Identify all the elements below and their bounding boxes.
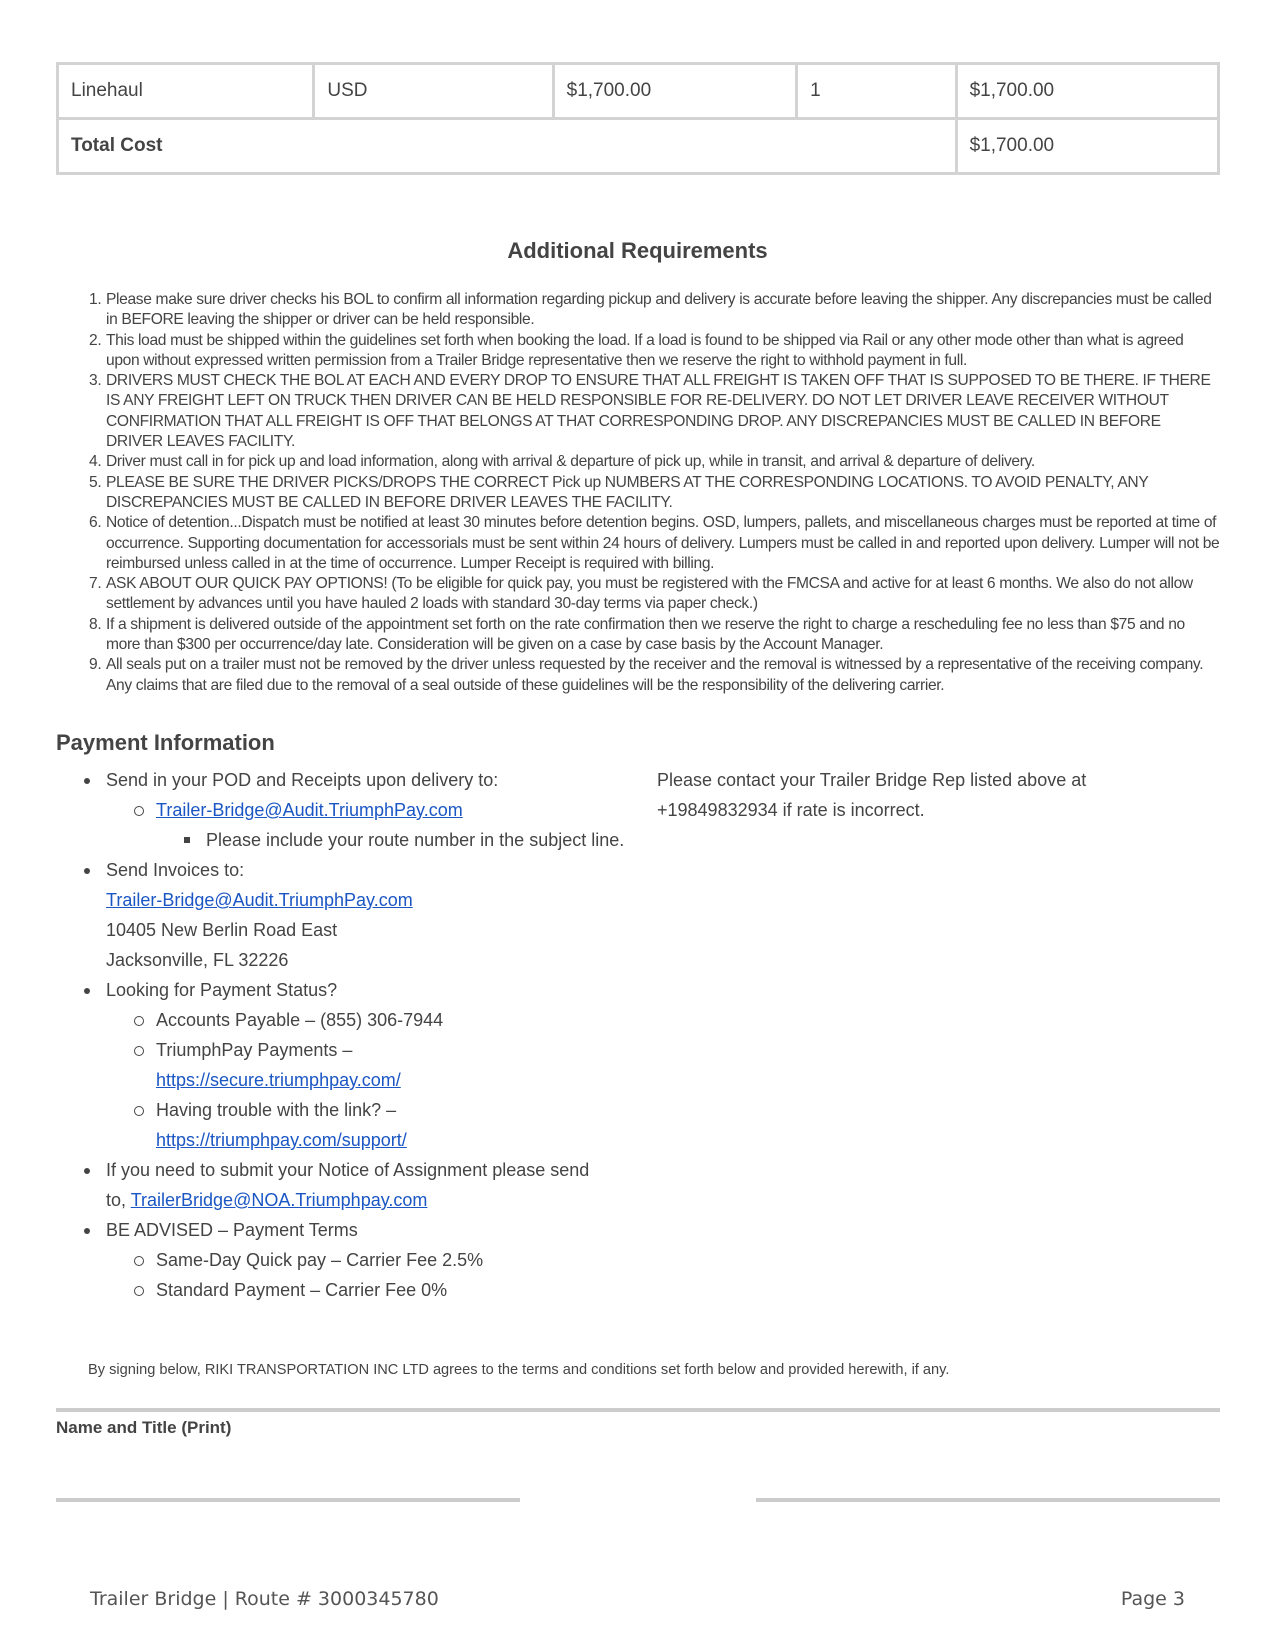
name-title-label: Name and Title (Print): [56, 1418, 232, 1437]
noa-email-item: [56, 1185, 626, 1215]
requirements-title: Additional Requirements: [507, 238, 768, 263]
table-row: [58, 64, 1219, 119]
pod-label: Send in your POD and Receipts upon delivery to:: [56, 765, 626, 795]
signature-divider: [56, 1408, 1220, 1412]
requirement-item: If a shipment is delivered outside of the appointment set forth on the rate confirmation then we reserve the right to charge a rescheduling fee no less than $75 and no more than $300 per occurrence/day late. Consideration will be given on a case by case basis by the Account Manager.: [106, 615, 1185, 654]
cost-table: [56, 62, 1220, 175]
quantity-cell: 1: [797, 64, 957, 119]
trouble-label: Having trouble with the link? –: [56, 1095, 626, 1125]
total-label: Total Cost: [58, 119, 957, 174]
address-line2: Jacksonville, FL 32226: [106, 950, 289, 970]
triumphpay-label: TriumphPay Payments –: [56, 1035, 626, 1065]
amount-cell: $1,700.00: [956, 64, 1218, 119]
signature-line-right: [756, 1498, 1220, 1502]
requirement-item: DRIVERS MUST CHECK THE BOL AT EACH AND EVERY DROP TO ENSURE THAT ALL FREIGHT IS TAKEN OFF THAT IS SUPPOSED TO BE THERE. IF THERE IS ANY FREIGHT LEFT ON TRUCK THEN DRIVER CAN BE HELD RESPONSIBLE FOR RE-DELIVERY. DO NOT LET DRIVER LEAVE RECEIVER WITHOUT CONFIRMATION THAT ALL FREIGHT IS OFF THAT BELONGS AT THAT CORRESPONDING DROP. ANY DISCREPANCIES MUST BE CALLED IN BEFORE DRIVER LEAVES FACILITY.: [106, 372, 1211, 451]
support-link[interactable]: https://triumphpay.com/support/: [156, 1130, 407, 1150]
invoices-email-item: [56, 885, 626, 915]
rate-cell: $1,700.00: [553, 64, 796, 119]
noa-to-text: to,: [106, 1190, 131, 1210]
pod-email-item: [56, 795, 626, 825]
footer-route: Trailer Bridge | Route # 3000345780: [90, 1588, 439, 1610]
requirement-item: Please make sure driver checks his BOL to confirm all information regarding pickup and delivery is accurate before leaving the shipper. Any discrepancies must be called in BEFORE leaving the shipper or driver can be held responsible.: [106, 291, 1212, 329]
footer-page-number: Page 3: [1120, 1588, 1185, 1610]
quick-pay-term: Same-Day Quick pay – Carrier Fee 2.5%: [56, 1245, 626, 1275]
noa-email-link[interactable]: TrailerBridge@NOA.Triumphpay.com: [130, 1190, 428, 1210]
requirement-item: Notice of detention...Dispatch must be notified at least 30 minutes before detention begins. OSD, lumpers, pallets, and miscellaneous charges must be reported at time of occurrence. Supporting documentation for accessorials must be sent within 24 hours of delivery. Lumpers must be called in and reported upon delivery. Lumper will not be reimbursed unless called in at the time of occurrence. Lumper Receipt is required with billing.: [106, 514, 1220, 572]
signature-agreement: By signing below, RIKI TRANSPORTATION INC LTD agrees to the terms and conditions set forth below and provided herewith, if any.: [88, 1362, 950, 1378]
pod-note: Please include your route number in the subject line.: [56, 825, 626, 855]
currency-cell: USD: [314, 64, 553, 119]
contact-line1: Please contact your Trailer Bridge Rep listed above at: [657, 770, 1087, 790]
support-link-item: [56, 1125, 626, 1155]
status-label: Looking for Payment Status?: [56, 975, 626, 1005]
contact-line2: +19849832934 if rate is incorrect.: [657, 800, 925, 820]
accounts-payable-line: Accounts Payable – (855) 306-7944: [56, 1005, 626, 1035]
payment-details: [56, 765, 626, 1305]
noa-text: If you need to submit your Notice of Assignment please send: [56, 1155, 626, 1185]
pod-email-link[interactable]: Trailer-Bridge@Audit.TriumphPay.com: [156, 800, 463, 820]
triumphpay-link-item: [56, 1065, 626, 1095]
rate-contact-note: [657, 765, 1127, 825]
requirement-item: Driver must call in for pick up and load information, along with arrival & departure of pick up, while in transit, and arrival & departure of delivery.: [106, 453, 1035, 471]
payment-title: Payment Information: [56, 730, 275, 755]
requirement-item: PLEASE BE SURE THE DRIVER PICKS/DROPS THE CORRECT Pick up NUMBERS AT THE CORRESPONDING LOCATIONS. TO AVOID PENALTY, ANY DISCREPANCIES MUST BE CALLED IN BEFORE DRIVER LEAVES THE FACILITY.: [106, 473, 1149, 511]
total-amount: $1,700.00: [956, 119, 1218, 174]
total-row: [58, 119, 1219, 174]
invoices-email-link[interactable]: Trailer-Bridge@Audit.TriumphPay.com: [106, 890, 413, 910]
item-cell: Linehaul: [58, 64, 314, 119]
requirement-item: ASK ABOUT OUR QUICK PAY OPTIONS! (To be eligible for quick pay, you must be registered with the FMCSA and active for at least 6 months. We also do not allow settlement by advances until you have hauled 2 loads with standard 30-day terms via paper check.): [106, 575, 1193, 613]
standard-pay-term: Standard Payment – Carrier Fee 0%: [56, 1275, 626, 1305]
requirement-item: This load must be shipped within the guidelines set forth when booking the load. If a load is found to be shipped via Rail or any other mode other than what is agreed upon without expressed written permission from a Trailer Bridge representative then we reserve the right to withhold payment in full.: [106, 331, 1184, 369]
advised-label: BE ADVISED – Payment Terms: [56, 1215, 626, 1245]
address-line1: 10405 New Berlin Road East: [106, 920, 338, 940]
requirements-list: [106, 290, 1220, 696]
signature-line-left: [56, 1498, 520, 1502]
invoices-label: Send Invoices to:: [56, 855, 626, 885]
triumphpay-link[interactable]: https://secure.triumphpay.com/: [156, 1070, 401, 1090]
requirement-item: All seals put on a trailer must not be removed by the driver unless requested by the receiver and the removal is witnessed by a representative of the receiving company. Any claims that are filed due to the removal of a seal outside of these guidelines will be the responsibility of the delivering carrier.: [106, 656, 1204, 694]
